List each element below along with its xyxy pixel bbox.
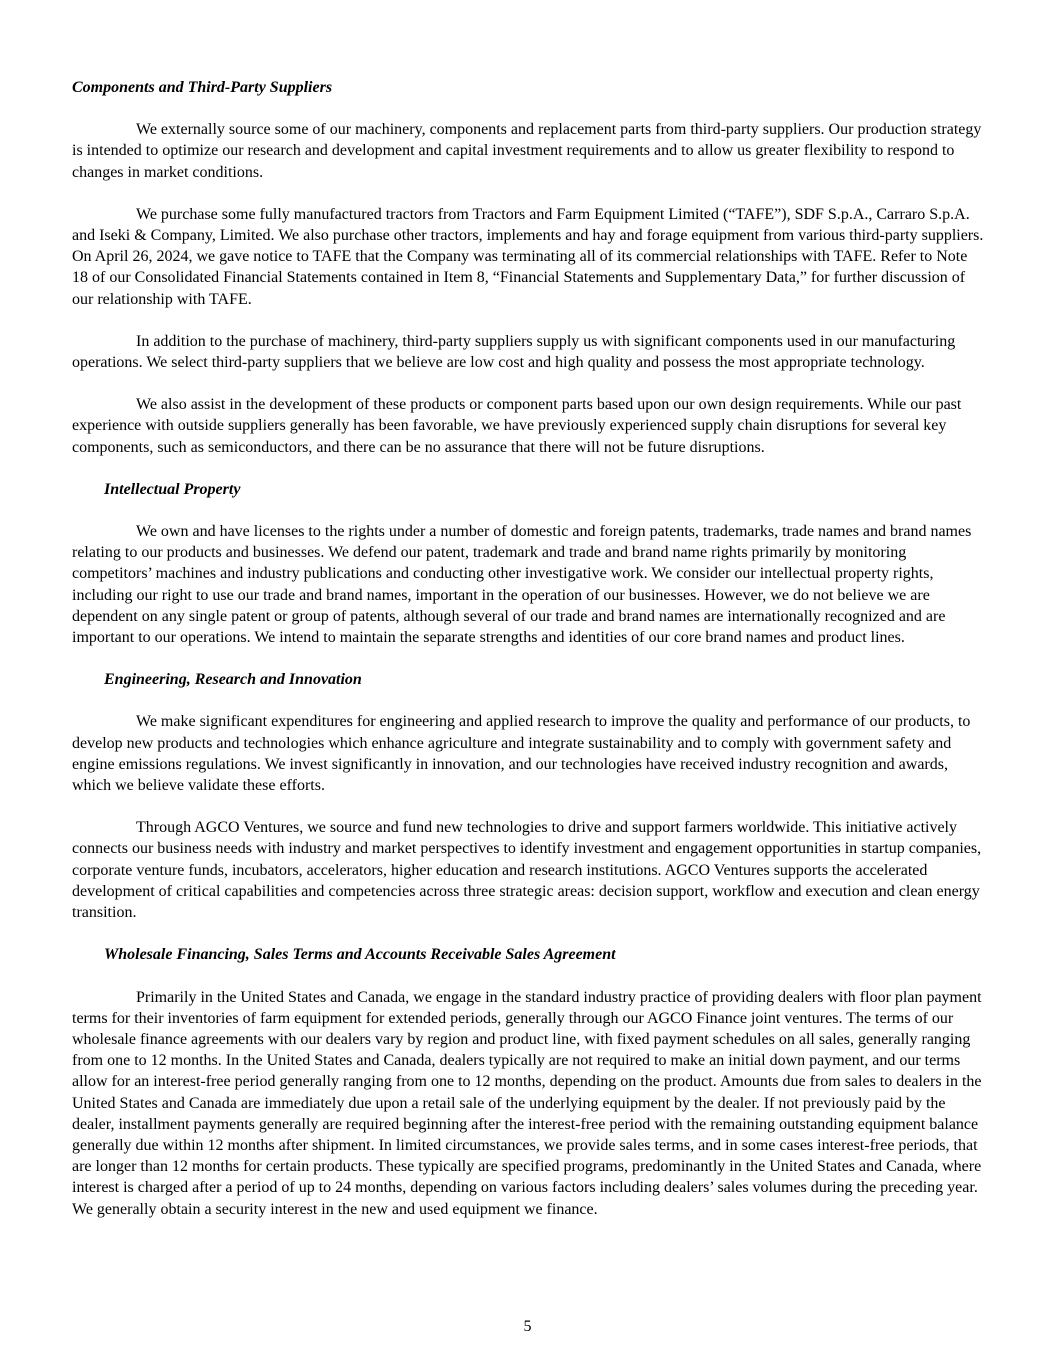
paragraph-wholesale-1: Primarily in the United States and Canada, we engage in the standard industry practice of providing dealers with floor plan payment terms for their inventories of farm equipment for extended periods, generally through our AGCO Finance joint ventures. The terms of our wholesale finance agreements with our dealers vary by region and product line, with fixed payment schedules on all sales, generally ranging from one to 12 months. In the United States and Canada, dealers typically are not required to make an initial down payment, and our terms allow for an interest-free period generally ranging from one to 12 months, depending on the product. Amounts due from sales to dealers in the United States and Canada are immediately due upon a retail sale of the underlying equipment by the dealer. If not previously paid by the dealer, installment payments generally are required beginning after the interest-free period with the remaining outstanding equipment balance generally due within 12 months after shipment. In limited circumstances, we provide sales terms, and in some cases interest-free periods, that are longer than 12 months for certain products. These typically are specified programs, predominantly in the United States and Canada, where interest is charged after a period of up to 24 months, depending on various factors including dealers’ sales volumes during the preceding year. We generally obtain a security interest in the new and used equipment we finance. (72, 988, 982, 1218)
paragraph-engineering-2: Through AGCO Ventures, we source and fund new technologies to drive and support farmers worldwide. This initiative actively connects our business needs with industry and market perspectives to identify investment and engagement opportunities in startup companies, corporate venture funds, incubators, accelerators, higher education and research institutions. AGCO Ventures supports the accelerated development of critical capabilities and competencies across three strategic areas: decision support, workflow and execution and clean energy transition. (72, 819, 982, 922)
page-number: 5 (523, 1318, 532, 1335)
paragraph-engineering-1: We make significant expenditures for engineering and applied research to improve the quality and performance of our products, to develop new products and technologies which enhance agriculture and integrate sustainability and to comply with government safety and engine emissions regulations. We invest significantly in innovation, and our technologies have received industry recognition and awards, which we believe validate these efforts. (72, 713, 971, 795)
paragraph-components-3: In addition to the purchase of machinery, third-party suppliers supply us with significant components used in our manufacturing operations. We select third-party suppliers that we believe are low cost and high quality and possess the most appropriate technology. (72, 332, 956, 372)
paragraph-intellectual-property-1: We own and have licenses to the rights under a number of domestic and foreign patents, trademarks, trade names and brand names relating to our products and businesses. We defend our patent, trademark and trade and brand name rights primarily by monitoring competitors’ machines and industry publications and conducting other investigative work. We consider our intellectual property rights, including our right to use our trade and brand names, important in the operation of our businesses. However, we do not believe we are dependent on any single patent or group of patents, although several of our trade and brand names are internationally recognized and are important to our operations. We intend to maintain the separate strengths and identities of our core brand names and product lines. (72, 523, 972, 647)
paragraph-components-1: We externally source some of our machinery, components and replacement parts from third-party suppliers. Our production strategy is intended to optimize our research and development and capital investment requirements and to allow us greater flexibility to respond to changes in market conditions. (72, 121, 982, 181)
paragraph-components-4: We also assist in the development of these products or component parts based upon our own design requirements. While our past experience with outside suppliers generally has been favorable, we have previously experienced supply chain disruptions for several key components, such as semiconductors, and there can be no assurance that there will not be future disruptions. (72, 396, 962, 456)
section-heading-components: Components and Third-Party Suppliers (72, 79, 333, 96)
section-heading-engineering: Engineering, Research and Innovation (104, 671, 362, 689)
document-page (72, 77, 984, 1220)
section-heading-intellectual-property: Intellectual Property (104, 480, 241, 498)
section-heading-wholesale: Wholesale Financing, Sales Terms and Accounts Receivable Sales Agreement (104, 946, 616, 964)
paragraph-components-2: We purchase some fully manufactured tractors from Tractors and Farm Equipment Limited (“TAFE”), SDF S.p.A., Carraro S.p.A. and Iseki & Company, Limited. We also purchase other tractors, implements and hay and forage equipment from various third-party suppliers. On April 26, 2024, we gave notice to TAFE that the Company was terminating all of its commercial relationships with TAFE. Refer to Note 18 of our Consolidated Financial Statements contained in Item 8, “Financial Statements and Supplementary Data,” for further discussion of our relationship with TAFE. (72, 205, 984, 308)
